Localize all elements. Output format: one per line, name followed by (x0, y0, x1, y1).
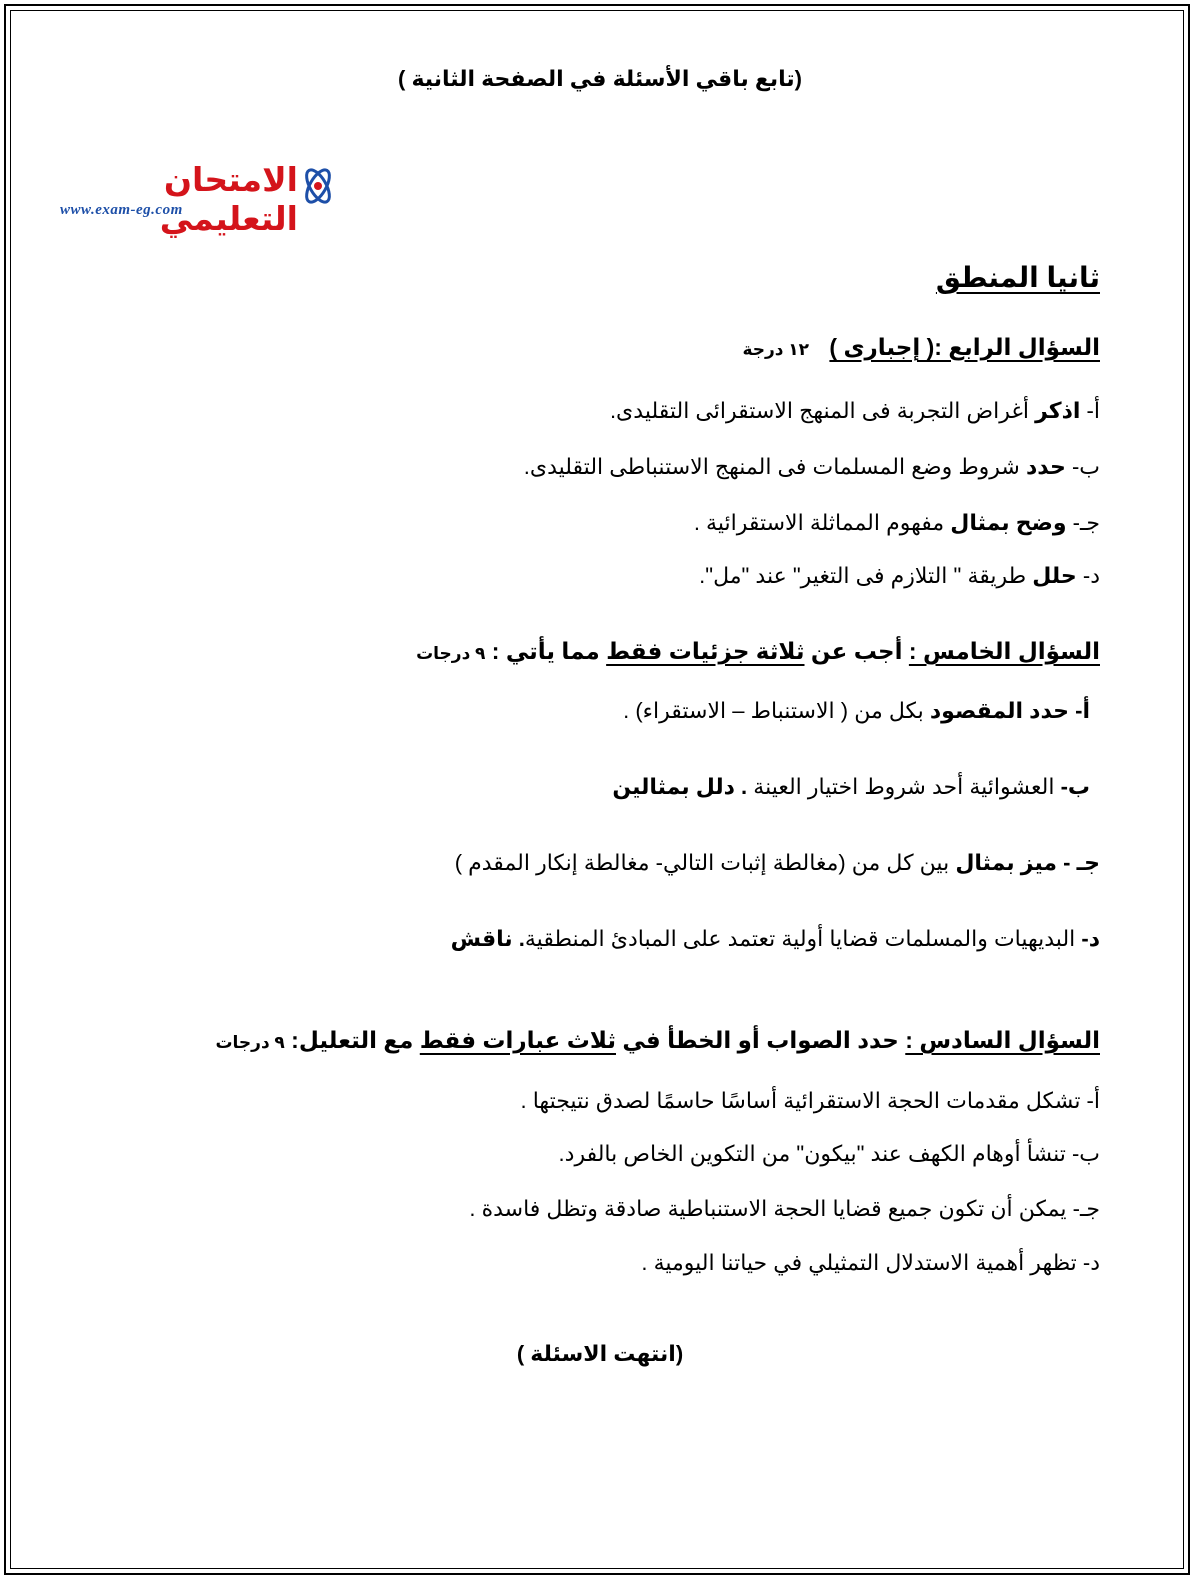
q6-title: السؤال السادس : (905, 1027, 1100, 1053)
logo-url: www.exam-eg.com (60, 202, 183, 218)
footer-note: (انتهت الاسئلة ) (516, 1341, 684, 1366)
q4-item: أ- اذكر أغراض التجربة فى المنهج الاستقرائى التقليدى. (609, 398, 1100, 423)
site-logo (52, 158, 342, 238)
q6-item: ب- تنشأ أوهام الكهف عند "بيكون" من التكوين الخاص بالفرد. (558, 1141, 1100, 1166)
q6-item: أ- تشكل مقدمات الحجة الاستقرائية أساسًا حاسمًا لصدق نتيجتها . (520, 1088, 1100, 1113)
q4-title: السؤال الرابع :( إجبارى ) (829, 334, 1100, 360)
q6-item: د- تظهر أهمية الاستدلال التمثيلي في حياتنا اليومية . (641, 1250, 1100, 1275)
logo-arabic-text: الامتحان التعليمي (159, 160, 298, 238)
q5-item: ب- العشوائية أحد شروط اختيار العينة . دلل بمثالين (612, 774, 1090, 799)
q5-marks: ٩ درجات (416, 644, 486, 663)
atom-icon (296, 158, 342, 218)
q4-heading (100, 332, 1100, 365)
q6-heading: السؤال السادس : حدد الصواب أو الخطأ في ثلاث عبارات فقط مع التعليل: ٩ درجات (215, 1027, 1100, 1053)
q5-item: د- البديهيات والمسلمات قضايا أولية تعتمد على المبادئ المنطقية. ناقش (450, 926, 1100, 951)
section-title: ثانيا المنطق (935, 262, 1100, 293)
q4-item: ب- حدد شروط وضع المسلمات فى المنهج الاستنباطى التقليدى. (523, 454, 1100, 479)
q5-item: أ- حدد المقصود بكل من ( الاستنباط – الاستقراء) . (623, 698, 1090, 723)
q5-item: جـ - ميز بمثال بين كل من (مغالطة إثبات التالي- مغالطة إنكار المقدم ) (454, 850, 1100, 875)
q6-item: جـ- يمكن أن تكون جميع قضايا الحجة الاستنباطية صادقة وتظل فاسدة . (469, 1196, 1100, 1221)
q6-marks: ٩ درجات (215, 1033, 285, 1052)
q4-marks: ١٢ درجة (742, 340, 810, 359)
q4-item: جـ- وضح بمثال مفهوم المماثلة الاستقرائية . (693, 510, 1100, 535)
q5-heading: السؤال الخامس : أجب عن ثلاثة جزئيات فقط مما يأتي : ٩ درجات (416, 638, 1100, 664)
q4-item: د- حلل طريقة " التلازم فى التغير" عند "مل". (699, 563, 1100, 588)
header-note: (تابع باقي الأسئلة في الصفحة الثانية ) (398, 66, 802, 91)
q5-title: السؤال الخامس : (908, 638, 1100, 664)
